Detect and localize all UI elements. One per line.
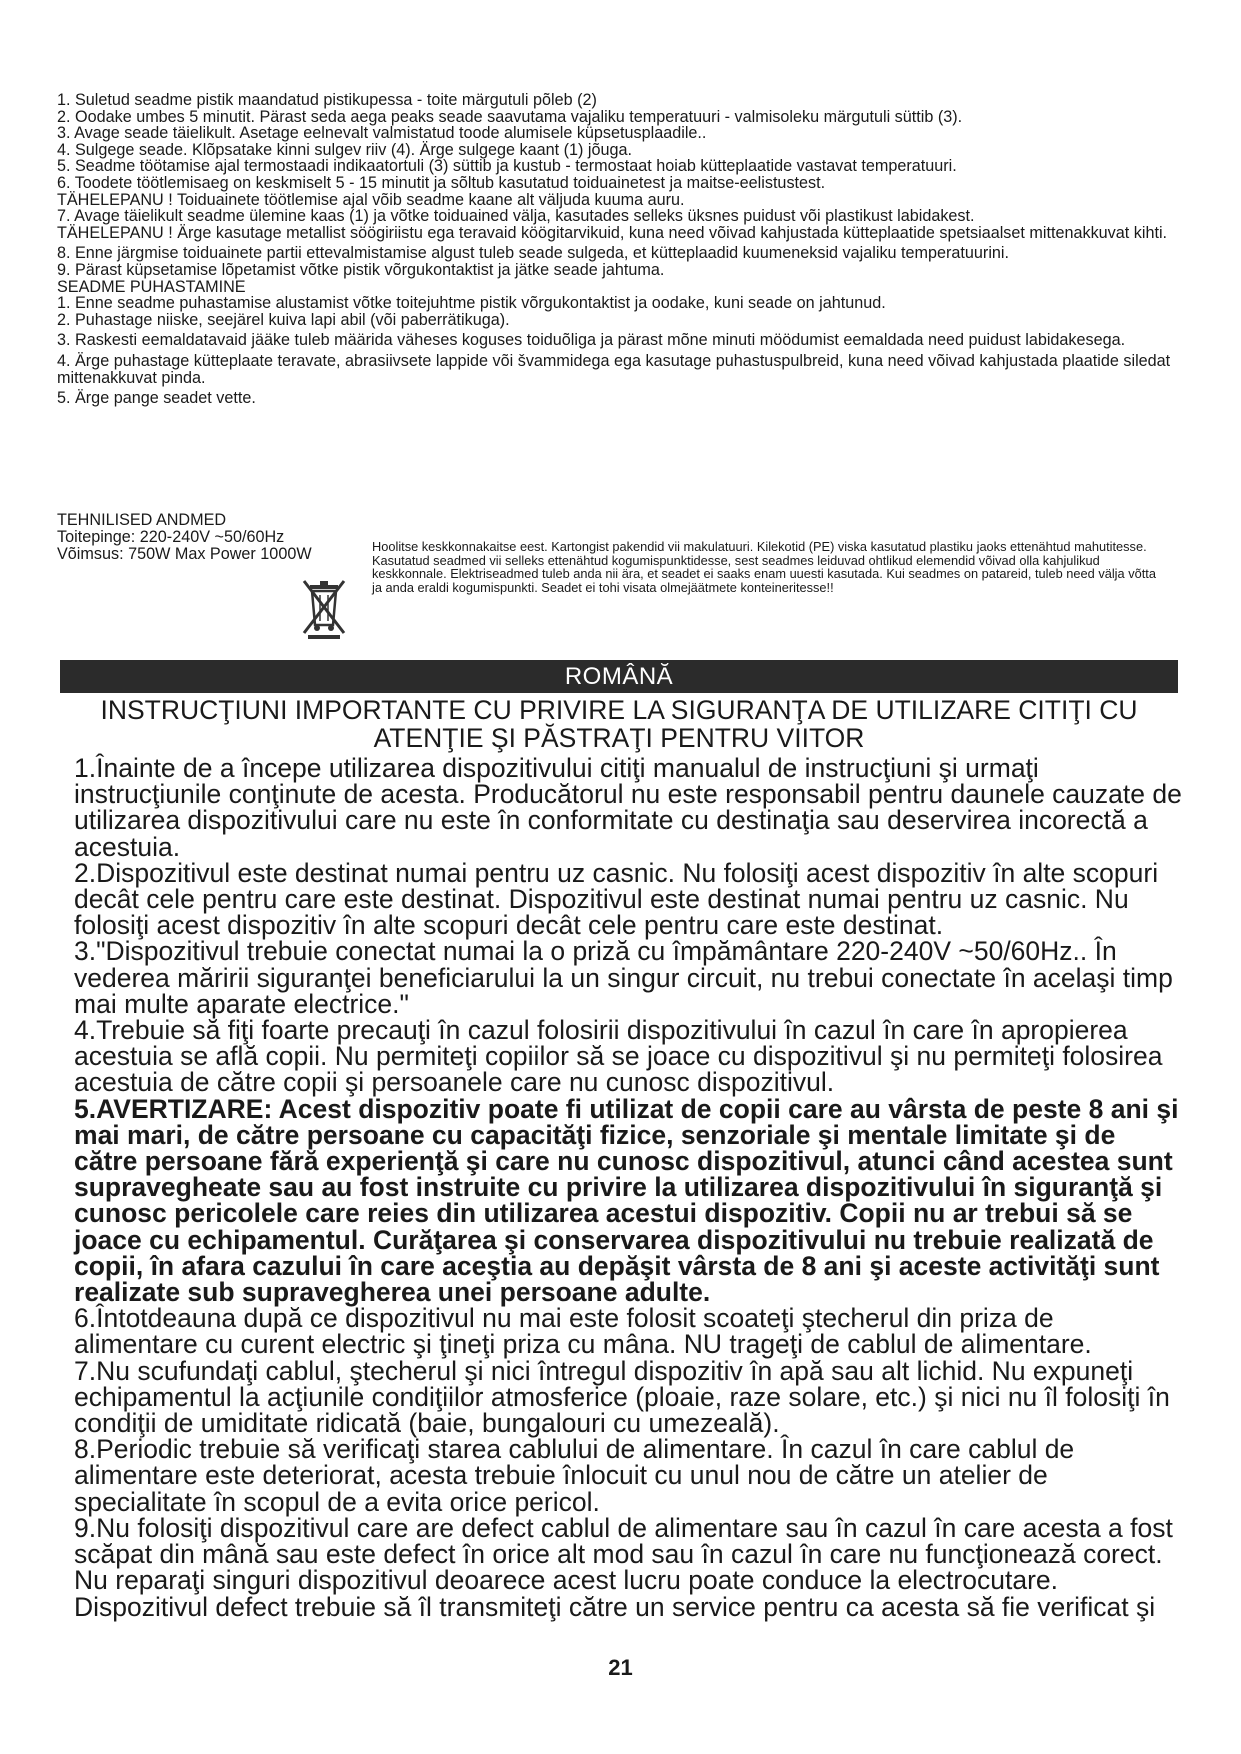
et-line: 8. Enne järgmise toiduainete partii ettevalmistamise algust tuleb seade sulgeda, et kütteplaadid kuumeneksid vajaliku temperatuurini. xyxy=(57,244,1010,263)
et-line: 5. Seadme töötamise ajal termostaadi indikaatortuli (3) süttib ja kustub - termostaat hoiab kütteplaatide vastavat temperatuuri. xyxy=(57,157,957,176)
romanian-title xyxy=(60,696,1178,752)
crossed-out-bin-icon xyxy=(300,575,348,639)
et-line: 6. Toodete töötlemisaeg on keskmiselt 5 - 15 minutit ja sõltub kasutatud toiduainetest ja maitse-eelistustest. xyxy=(57,173,826,192)
et-line: 5. Ärge pange seadet vette. xyxy=(57,389,256,408)
tech-title: TEHNILISED ANDMED xyxy=(57,511,227,529)
et-warning: TÄHELEPANU ! Toiduainete töötlemise ajal võib seadme kaane alt väljuda kuuma auru. xyxy=(57,190,685,209)
ro-title-line-1: INSTRUCŢIUNI IMPORTANTE CU PRIVIRE LA SIGURANŢA DE UTILIZARE CITIŢI CU xyxy=(100,695,1138,725)
ro-paragraph: 6.Întotdeauna după ce dispozitivul nu mai este folosit scoateţi ştecherul din priza de alimentare cu curent electric şi ţineţi priza cu mâna. NU trageţi de cablul de alimentare. xyxy=(74,1303,1092,1360)
et-line: 7. Avage täielikult seadme ülemine kaas (1) ja võtke toiduained välja, kasutades selleks üksnes puidust või plastikust labidakest. xyxy=(57,207,975,226)
et-line: 2. Puhastage niiske, seejärel kuiva lapi abil (või paberrätikuga). xyxy=(57,310,510,329)
et-line: 2. Oodake umbes 5 minutit. Pärast seda aega peaks seade saavutama vajaliku temperatuuri - valmisoleku märgutuli süttib (3). xyxy=(57,107,963,126)
et-line: 9. Pärast küpsetamise lõpetamist võtke pistik võrgukontaktist ja jätke seade jahtuma. xyxy=(57,260,665,279)
et-line: 3. Raskesti eemaldatavaid jääke tuleb määrida väheses koguses toiduõliga ja pärast mõne minuti möödumist eemaldada need puidust labidakesega. xyxy=(57,331,1126,350)
environment-notice: Hoolitse keskkonnakaitse eest. Kartongist pakendid vii makulatuuri. Kilekotid (PE) viska kasutatud plastiku jaoks ettenähtud mahutitesse. Kasutatud seadmed vii selleks ettenähtud kogumispunktidesse, sest seadmes leiduvad ohtlikud elemendid võivad olla kahjulikud keskkonnale. Elektriseadmed tuleb anda nii ära, et seadet ei saaks enam uuesti kasutada. Kui seadmes on patareid, tuleb need välja võtta ja anda eraldi kogumispunkti. Seadet ei tohi visata olmejäätmete konteineritesse!! xyxy=(372,539,1156,595)
ro-warning-paragraph: 5.AVERTIZARE: Acest dispozitiv poate fi utilizat de copii care au vârsta de peste 8 ani şi mai mari, de către persoane cu capacităţi fizice, senzoriale şi mentale limitate şi de către persoane fără experienţă şi care nu cunosc dispozitivul, atunci când acestea sunt supravegheate sau au fost instruite cu privire la utilizarea dispozitivului în siguranţă şi cunosc pericolele care reies din utilizarea acestui dispozitiv. Copii nu ar trebui să se joace cu echipamentul. Curăţarea şi conservarea dispozitivului nu trebuie realizată de copii, în afara cazului în care aceştia au depăşit vârsta de 8 ani şi aceste activităţi sunt realizate sub supravegherea unei persoane adulte. xyxy=(74,1093,1179,1308)
ro-paragraph: 3."Dispozitivul trebuie conectat numai la o priză cu împământare 220-240V ~50/60Hz.. În vederea măririi siguranţei beneficiarului la un singur circuit, nu trebui conectate în acelaşi timp mai multe aparate electrice." xyxy=(74,936,1173,1019)
ro-paragraph: 1.Înainte de a începe utilizarea dispozitivului citiţi manualul de instrucţiuni şi urmaţi instrucţiunile conţinute de acesta. Producătorul nu este responsabil pentru daunele cauzate de utilizarea dispozitivului care nu este în conformitate cu destinaţia sau deservirea incorectă a acestuia. xyxy=(74,753,1182,862)
ro-paragraph: 7.Nu scufundaţi cablul, ştecherul şi nici întregul dispozitiv în apă sau alt lichid. Nu expuneţi echipamentul la acţiunile condiţiilor atmosferice (ploaie, raze solare, etc.) şi nici nu îl folosiţi în condiţii de umiditate ridicată (baie, bungalouri cu umezeală). xyxy=(74,1355,1170,1439)
tech-voltage: Toitepinge: 220-240V ~50/60Hz xyxy=(57,528,285,546)
language-bar: ROMÂNĂ xyxy=(60,660,1178,693)
ro-paragraph: 8.Periodic trebuie să verificaţi starea cablului de alimentare. În cazul în care cablul de alimentare este deteriorat, acesta trebuie înlocuit cu unul nou de către un atelier de specialitate în scopul de a evita orice pericol. xyxy=(74,1434,1075,1517)
et-line: 4. Sulgege seade. Klõpsatake kinni sulgev riiv (4). Ärge sulgege kaant (1) jõuga. xyxy=(57,140,632,159)
et-section-heading: SEADME PUHASTAMINE xyxy=(57,277,246,296)
ro-paragraph: 9.Nu folosiţi dispozitivul care are defect cablul de alimentare sau în cazul în care acesta a fost scăpat din mână sau este defect în orice alt mod sau în cazul în care nu funcţionează corect. Nu reparaţi singuri dispozitivul deoarece acest lucru poate conduce la electrocutare. Dispozitivul defect trebuie să îl transmiteţi către un service pentru ca acesta să fie verificat şi xyxy=(74,1512,1173,1622)
ro-paragraph: 2.Dispozitivul este destinat numai pentru uz casnic. Nu folosiţi acest dispozitiv în alte scopuri decât cele pentru care este destinat. Dispozitivul este destinat numai pentru uz casnic. Nu folosiţi acest dispozitiv în alte scopuri decât cele pentru care este destinat. xyxy=(74,857,1159,941)
et-line: 4. Ärge puhastage kütteplaate teravate, abrasiivsete lappide või švammidega ega kasutage puhastuspulbreid, kuna need võivad kahjustada plaatide siledat mittenakkuvat pinda. xyxy=(57,351,1171,387)
et-line: 3. Avage seade täielikult. Asetage eelnevalt valmistatud toode alumisele küpsetusplaadile.. xyxy=(57,124,707,143)
et-warning: TÄHELEPANU ! Ärge kasutage metallist söögiriistu ega teravaid köögitarvikuid, kuna need võivad kahjustada kütteplaatide spetsiaalset mittenakkuvat kihti. xyxy=(57,223,1168,242)
ro-title-line-2: ATENŢIE ŞI PĂSTRAŢI PENTRU VIITOR xyxy=(373,723,865,753)
page-number: 21 xyxy=(608,1655,633,1680)
technical-data xyxy=(57,512,312,563)
estonian-instructions xyxy=(57,92,1187,407)
romanian-instructions xyxy=(74,755,1184,1620)
et-line: 1. Suletud seadme pistik maandatud pistikupessa - toite märgutuli põleb (2) xyxy=(57,91,597,109)
tech-power: Võimsus: 750W Max Power 1000W xyxy=(57,545,312,563)
ro-paragraph: 4.Trebuie să fiţi foarte precauţi în cazul folosirii dispozitivului în cazul în care în apropierea acestuia se află copii. Nu permiteţi copiilor să se joace cu dispozitivul şi nu permiteţi folosirea acestuia de către copii şi persoanele care nu cunosc dispozitivul. xyxy=(74,1015,1163,1098)
et-line: 1. Enne seadme puhastamise alustamist võtke toitejuhtme pistik võrgukontaktist ja oodake, kuni seade on jahtunud. xyxy=(57,294,886,313)
